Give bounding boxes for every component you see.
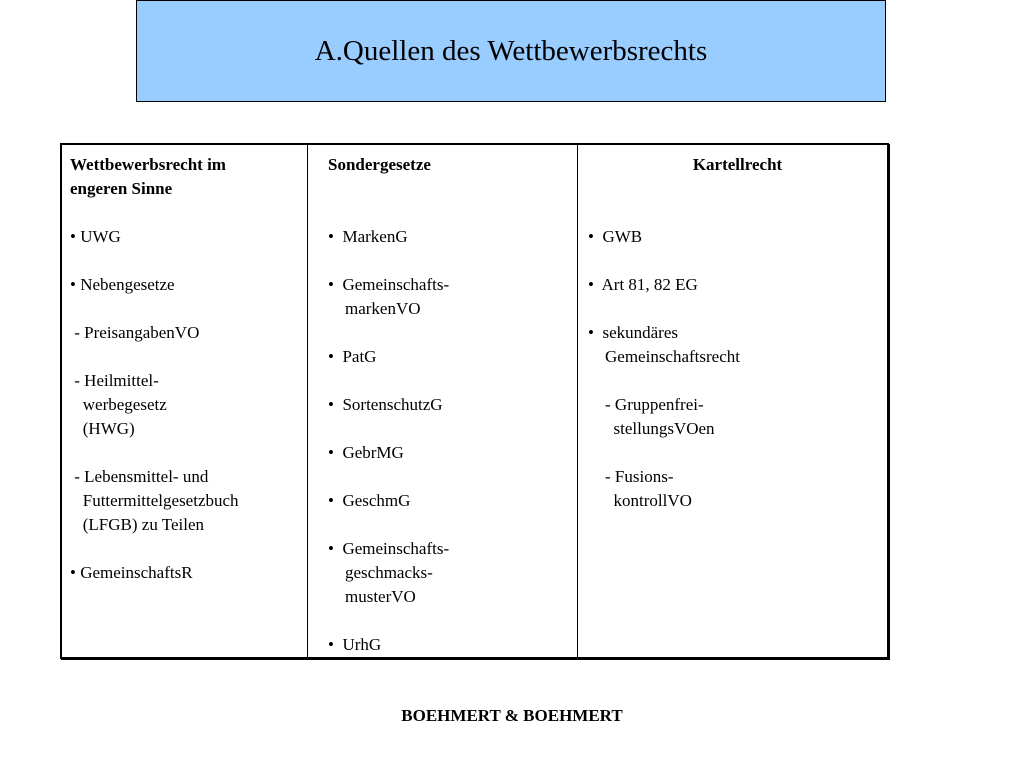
list-item xyxy=(328,177,577,201)
list-item: • UWG xyxy=(70,227,121,246)
list-item xyxy=(70,441,307,465)
list-item xyxy=(588,441,887,465)
column-body-kartellrecht xyxy=(588,177,887,513)
list-item xyxy=(588,297,887,321)
list-item: • Art 81, 82 EG xyxy=(588,275,698,294)
list-item: Gemeinschaftsrecht xyxy=(588,347,740,366)
list-item: - Gruppenfrei- xyxy=(588,395,704,414)
list-item xyxy=(70,345,307,369)
list-item: - PreisangabenVO xyxy=(70,323,200,342)
list-item: (HWG) xyxy=(70,419,135,438)
list-item: • GemeinschaftsR xyxy=(70,563,193,582)
header-line: engeren Sinne xyxy=(70,179,173,198)
list-item: musterVO xyxy=(328,587,416,606)
list-item xyxy=(70,249,307,273)
list-item: - Heilmittel- xyxy=(70,371,159,390)
list-item xyxy=(588,201,887,225)
list-item: stellungsVOen xyxy=(588,419,715,438)
list-item xyxy=(328,321,577,345)
list-item: - Lebensmittel- und xyxy=(70,467,209,486)
list-item: geschmacks- xyxy=(328,563,433,582)
list-item xyxy=(70,201,307,225)
list-item: • Gemeinschafts- xyxy=(328,275,450,294)
list-item xyxy=(328,513,577,537)
list-item: werbegesetz xyxy=(70,395,167,414)
column-sondergesetze xyxy=(308,145,578,657)
column-kartellrecht xyxy=(578,145,887,657)
list-item: • GeschmG xyxy=(328,491,411,510)
list-item xyxy=(70,537,307,561)
column-header-kartellrecht xyxy=(588,153,887,177)
list-item: - Fusions- xyxy=(588,467,674,486)
column-wettbewerbsrecht xyxy=(62,145,308,657)
list-item: • MarkenG xyxy=(328,227,408,246)
list-item xyxy=(328,609,577,633)
column-header-sondergesetze xyxy=(328,153,577,177)
slide-title: A.Quellen des Wettbewerbsrechts xyxy=(314,34,708,67)
list-item: • Gemeinschafts- xyxy=(328,539,450,558)
list-item xyxy=(588,177,887,201)
list-item: • sekundäres xyxy=(588,323,678,342)
header-line: Sondergesetze xyxy=(328,155,431,174)
list-item xyxy=(328,201,577,225)
list-item: (LFGB) zu Teilen xyxy=(70,515,204,534)
law-sources-table xyxy=(60,143,889,659)
column-body-sondergesetze xyxy=(328,177,577,657)
list-item: • SortenschutzG xyxy=(328,395,443,414)
list-item xyxy=(70,297,307,321)
header-line: Wettbewerbsrecht im xyxy=(70,155,226,174)
list-item: • GebrMG xyxy=(328,443,404,462)
list-item: Futtermittelgesetzbuch xyxy=(70,491,239,510)
list-item xyxy=(328,249,577,273)
list-item: kontrollVO xyxy=(588,491,692,510)
list-item: • GWB xyxy=(588,227,643,246)
footer-firm-name: BOEHMERT & BOEHMERT xyxy=(401,706,623,725)
list-item xyxy=(328,369,577,393)
column-header-wettbewerbsrecht xyxy=(70,153,307,201)
list-item xyxy=(328,417,577,441)
slide-title-box xyxy=(136,0,886,102)
list-item: • PatG xyxy=(328,347,377,366)
list-item xyxy=(588,369,887,393)
list-item xyxy=(328,465,577,489)
list-item: • Nebengesetze xyxy=(70,275,175,294)
list-item: markenVO xyxy=(328,299,421,318)
header-line: Kartellrecht xyxy=(692,155,783,174)
column-body-wettbewerbsrecht xyxy=(70,201,307,585)
list-item xyxy=(588,249,887,273)
list-item: • UrhG xyxy=(328,635,382,654)
